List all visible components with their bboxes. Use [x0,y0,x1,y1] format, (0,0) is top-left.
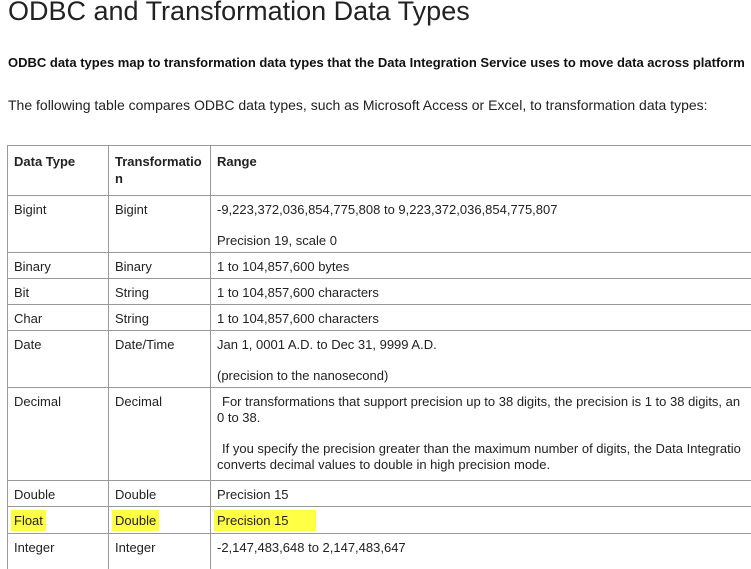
header-transformation [109,146,211,196]
range-line: Jan 1, 0001 A.D. to Dec 31, 9999 A.D. [217,337,437,352]
cell-range [211,388,751,481]
cell-transformation: Integer [109,534,211,569]
range-line: For transformations that support precision up to 38 digits, the precision is 1 to 38 digits, an [222,394,741,409]
cell-transformation: Bigint [109,196,211,253]
cell-range [211,331,751,388]
cell-data-type: Date [8,331,109,388]
highlighted-text: Double [115,513,157,528]
cell-transformation: Binary [109,253,211,279]
cell-transformation [109,507,211,534]
cell-range: -2,147,483,648 to 2,147,483,647 [211,534,751,569]
table-row [8,196,751,253]
header-range: Range [211,146,751,196]
comparison-description: The following table compares ODBC data types, such as Microsoft Access or Excel, to transformation data types: [8,97,708,113]
cell-transformation: String [109,279,211,305]
range-line: If you specify the precision greater than the maximum number of digits, the Data Integratio [222,441,741,456]
header-data-type: Data Type [8,146,109,196]
cell-data-type: Double [8,481,109,507]
table-row [8,331,751,388]
cell-data-type: Decimal [8,388,109,481]
cell-range [211,196,751,253]
highlighted-text: Precision 15 [217,513,313,528]
cell-range [211,507,751,534]
table-row [8,481,751,507]
range-line: 0 to 38. [217,410,261,425]
table-row [8,534,751,569]
cell-data-type: Integer [8,534,109,569]
table-row [8,305,751,331]
header-transformation-line1: Transformatio [115,154,202,169]
cell-data-type: Bit [8,279,109,305]
intro-text: ODBC data types map to transformation data types that the Data Integration Service uses to move data across platform [8,55,745,70]
data-type-table-container [7,145,751,569]
cell-range: 1 to 104,857,600 bytes [211,253,751,279]
cell-range: Precision 15 [211,481,751,507]
range-line: Precision 19, scale 0 [217,233,337,248]
cell-transformation: String [109,305,211,331]
table-header-row [8,146,751,196]
cell-data-type: Char [8,305,109,331]
cell-range: 1 to 104,857,600 characters [211,279,751,305]
cell-range: 1 to 104,857,600 characters [211,305,751,331]
data-type-table [7,145,751,569]
cell-data-type [8,507,109,534]
cell-transformation: Double [109,481,211,507]
cell-transformation: Date/Time [109,331,211,388]
cell-data-type: Binary [8,253,109,279]
table-row [8,253,751,279]
table-row [8,279,751,305]
highlighted-text: Float [14,513,43,528]
range-line: -9,223,372,036,854,775,808 to 9,223,372,036,854,775,807 [217,202,558,217]
range-line: (precision to the nanosecond) [217,368,389,383]
header-transformation-line2: n [115,171,123,186]
table-row-highlighted [8,507,751,534]
cell-data-type: Bigint [8,196,109,253]
cell-transformation: Decimal [109,388,211,481]
range-line: converts decimal values to double in high precision mode. [217,457,551,472]
table-row [8,388,751,481]
page-title: ODBC and Transformation Data Types [8,0,470,26]
